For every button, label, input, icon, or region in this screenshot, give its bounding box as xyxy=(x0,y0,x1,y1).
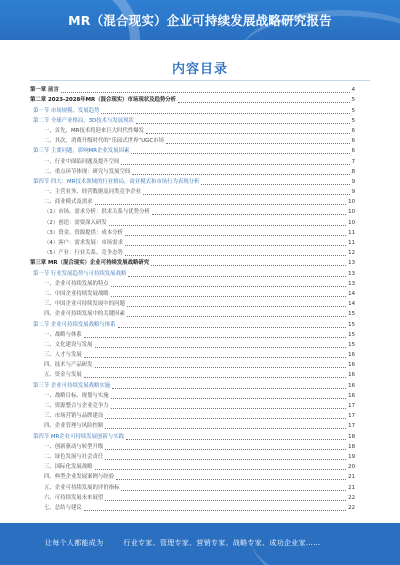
toc-entry[interactable] xyxy=(30,370,355,380)
toc-entry-label: 第四节 四大：MR技术领域的行业格局，商业模式和市场行为表现分析 xyxy=(33,178,200,185)
toc-entry-label: （4）客户：需求发展：市场需求 xyxy=(44,240,123,246)
toc-entry[interactable] xyxy=(30,380,355,390)
toc-entry[interactable] xyxy=(30,391,355,401)
toc-entry[interactable] xyxy=(30,146,355,156)
toc-entry-label: 一、主营业务、经营数据及同类竞争企业 xyxy=(44,189,142,196)
toc-entry-label: 一、企业可持续发展的特点 xyxy=(44,280,109,287)
toc-entry-page: 18 xyxy=(348,433,355,440)
toc-entry[interactable] xyxy=(30,238,355,248)
toc-entry-page: 5 xyxy=(351,117,355,124)
toc-entry-label: 第四节 MR企业可持续发展创新与实践 xyxy=(33,433,124,440)
toc-leader-dots xyxy=(151,264,346,266)
toc-entry-page: 16 xyxy=(348,352,355,359)
toc-entry-label: 一、创新驱动与转型升级 xyxy=(44,443,104,450)
toc-entry[interactable] xyxy=(30,330,355,340)
toc-entry-label: 二、商业模式及需求 xyxy=(44,199,93,206)
toc-leader-dots xyxy=(112,387,346,389)
divider xyxy=(30,80,370,81)
toc-entry-page: 15 xyxy=(348,341,355,348)
toc-leader-dots xyxy=(125,244,346,246)
toc-leader-dots xyxy=(95,468,347,470)
toc-entry[interactable] xyxy=(30,187,355,197)
toc-entry[interactable] xyxy=(30,116,355,126)
toc-leader-dots xyxy=(116,478,346,480)
toc-entry[interactable] xyxy=(30,177,355,187)
toc-entry-page: 7 xyxy=(351,158,355,165)
toc-entry[interactable] xyxy=(30,207,355,217)
toc-entry-label: 第三节 企业可持续发展战略实施 xyxy=(33,382,111,389)
toc-leader-dots xyxy=(178,101,350,103)
toc-entry-page: 22 xyxy=(348,504,355,511)
toc-entry[interactable] xyxy=(30,85,355,95)
toc-entry-page: 13 xyxy=(348,260,355,267)
toc-leader-dots xyxy=(101,112,349,114)
toc-entry-page: 5 xyxy=(351,97,355,104)
toc-entry-page: 21 xyxy=(348,484,355,491)
toc-entry[interactable] xyxy=(30,228,355,238)
toc-entry-page: 13 xyxy=(348,280,355,287)
toc-entry[interactable] xyxy=(30,421,355,431)
toc-entry[interactable] xyxy=(30,482,355,492)
toc-entry-label: 四、典型企业发展案例与经验 xyxy=(44,474,115,481)
toc-entry-page: 11 xyxy=(348,240,355,246)
toc-entry[interactable] xyxy=(30,95,355,105)
toc-entry[interactable] xyxy=(30,340,355,350)
toc-leader-dots xyxy=(121,163,349,165)
toc-leader-dots xyxy=(84,336,346,338)
toc-entry[interactable] xyxy=(30,105,355,115)
toc-entry-page: 15 xyxy=(348,321,355,328)
toc-entry-label: 第三节 主要问题，影响MR企业发展因素 xyxy=(33,148,130,155)
toc-entry-label: 三、人才与发展 xyxy=(44,352,82,359)
toc-entry[interactable] xyxy=(30,299,355,309)
toc-leader-dots xyxy=(166,142,350,144)
toc-entry[interactable] xyxy=(30,156,355,166)
toc-leader-dots xyxy=(127,315,346,317)
toc-leader-dots xyxy=(95,346,347,348)
footer-slogan xyxy=(45,538,321,548)
toc-entry-page: 21 xyxy=(348,474,355,481)
toc-entry-label: 一、首先，MR技术将迎来巨大时代性爆发 xyxy=(44,127,145,134)
toc-entry[interactable] xyxy=(30,258,355,268)
toc-entry[interactable] xyxy=(30,126,355,136)
toc-entry[interactable] xyxy=(30,472,355,482)
toc-leader-dots xyxy=(84,509,346,511)
toc-entry-page: 11 xyxy=(348,229,355,236)
toc-entry-label: 第二章 2023-2028年MR（混合现实）市场现状及趋势分析 xyxy=(30,97,177,104)
toc-entry-label: 三、市场营销与品牌建设 xyxy=(44,413,104,420)
toc-entry[interactable] xyxy=(30,411,355,421)
toc-entry-page: 17 xyxy=(348,413,355,420)
toc-entry-page: 8 xyxy=(351,168,355,175)
toc-entry-page: 18 xyxy=(348,443,355,450)
toc-leader-dots xyxy=(126,438,346,440)
toc-entry-page: 9 xyxy=(351,189,355,196)
toc-leader-dots xyxy=(111,285,346,287)
toc-entry-label: 三、国际化发展战略 xyxy=(44,464,93,471)
toc-entry-page: 6 xyxy=(351,138,355,145)
toc-leader-dots xyxy=(128,275,346,277)
report-title: MR（混合现实）企业可持续发展战略研究报告 xyxy=(68,13,332,28)
toc-entry-page: 16 xyxy=(348,362,355,369)
toc-entry[interactable] xyxy=(30,401,355,411)
toc-leader-dots xyxy=(95,366,347,368)
toc-entry-label: 六、可持续发展未来展望 xyxy=(44,494,104,501)
toc-entry-label: 第一章 前言 xyxy=(30,87,59,94)
toc-leader-dots xyxy=(109,224,346,226)
toc-entry-label: 一、战略目标、规划与实施 xyxy=(44,392,109,399)
footer-banner xyxy=(0,523,400,565)
header-banner xyxy=(0,0,400,40)
toc-entry-page: 6 xyxy=(351,148,355,155)
toc-entry-label: 二、文化建设与发展 xyxy=(44,341,93,348)
toc-leader-dots xyxy=(146,132,350,134)
toc-entry[interactable] xyxy=(30,360,355,370)
toc-leader-dots xyxy=(105,417,346,419)
toc-entry-page: 13 xyxy=(348,270,355,277)
table-of-contents xyxy=(30,85,355,513)
toc-entry-page: 4 xyxy=(351,87,355,94)
toc-entry[interactable] xyxy=(30,493,355,503)
toc-leader-dots xyxy=(105,427,346,429)
toc-entry-page: 17 xyxy=(348,423,355,430)
toc-leader-dots xyxy=(111,397,346,399)
toc-entry-label: 二、中国企业持续发展战略 xyxy=(44,290,109,297)
toc-entry-page: 6 xyxy=(351,127,355,134)
toc-entry-label: 二、其次，消费升级时代的“乐园式世界”UGC市场 xyxy=(44,138,164,145)
toc-entry-label: 二、重点环节体现：研究与发展空间 xyxy=(44,168,131,175)
toc-entry-label: 四、技术与产品研发 xyxy=(44,362,93,369)
toc-entry-label: （3）资金、资源提供：成本分析 xyxy=(44,229,123,236)
toc-entry-page: 20 xyxy=(348,464,355,471)
toc-entry-label: 第二节 全球产业格局、3D技术与发展现状 xyxy=(33,117,134,124)
toc-entry-page: 14 xyxy=(348,290,355,297)
toc-leader-dots xyxy=(201,183,349,185)
toc-entry[interactable] xyxy=(30,503,355,513)
toc-leader-dots xyxy=(84,356,346,358)
toc-leader-dots xyxy=(118,326,347,328)
toc-entry[interactable] xyxy=(30,431,355,441)
toc-entry-label: （5）产业：行业关系、竞争态势 xyxy=(44,250,123,257)
toc-entry-page: 19 xyxy=(348,453,355,460)
toc-entry[interactable] xyxy=(30,268,355,278)
toc-entry-label: （1）市场、需求分析：供求关系与优势分析 xyxy=(44,209,150,216)
toc-entry-page: 9 xyxy=(351,178,355,185)
toc-entry[interactable] xyxy=(30,167,355,177)
toc-entry-page: 15 xyxy=(348,331,355,338)
toc-entry[interactable] xyxy=(30,217,355,227)
toc-entry[interactable] xyxy=(30,136,355,146)
toc-leader-dots xyxy=(105,458,346,460)
toc-entry-label: 四、企业可持续发展中的关键因素 xyxy=(44,311,125,318)
toc-entry-page: 10 xyxy=(348,199,355,206)
toc-leader-dots xyxy=(111,295,346,297)
toc-leader-dots xyxy=(61,91,350,93)
toc-entry-label: 第二节 企业可持续发展战略与体系 xyxy=(33,321,116,328)
toc-entry-page: 16 xyxy=(348,392,355,399)
toc-entry-page: 22 xyxy=(348,494,355,501)
toc-leader-dots xyxy=(152,213,346,215)
toc-leader-dots xyxy=(143,193,350,195)
toc-entry[interactable] xyxy=(30,452,355,462)
toc-entry[interactable] xyxy=(30,350,355,360)
toc-leader-dots xyxy=(121,489,346,491)
toc-entry[interactable] xyxy=(30,197,355,207)
toc-entry-label: 一、战略与体系 xyxy=(44,331,82,338)
toc-entry-label: 一、行业中面临问题及提升空间 xyxy=(44,158,120,165)
toc-entry-label: 第一节 行业发展趋势与可持续发展战略 xyxy=(33,270,127,277)
toc-entry-label: 七、总结与建议 xyxy=(44,504,82,511)
toc-entry-label: 第三章 MR（混合现实）企业可持续发展战略研究 xyxy=(30,260,150,267)
toc-entry-label: 五、企业可持续发展的评价指标 xyxy=(44,484,120,491)
toc-leader-dots xyxy=(125,254,346,256)
toc-entry-page: 10 xyxy=(348,209,355,216)
toc-entry-label: （2）创造：需要深入研发 xyxy=(44,219,107,226)
toc-leader-dots xyxy=(127,305,346,307)
footer-slogan-left: 让每个人都能成为 xyxy=(45,539,104,547)
toc-leader-dots xyxy=(105,499,346,501)
toc-entry[interactable] xyxy=(30,248,355,258)
toc-entry[interactable] xyxy=(30,462,355,472)
toc-leader-dots xyxy=(136,122,350,124)
toc-entry[interactable] xyxy=(30,309,355,319)
toc-entry-label: 三、中国企业可持续发展中的问题 xyxy=(44,301,125,308)
toc-entry-label: 二、资源整合与企业竞争力 xyxy=(44,403,109,409)
toc-entry-page: 14 xyxy=(348,301,355,308)
toc-entry-label: 第一节 市场规模、发展趋势 xyxy=(33,107,100,114)
toc-entry-page: 17 xyxy=(348,403,355,409)
footer-slogan-right: 行业专家、管理专家、营销专家、战略专家、成功企业家…… xyxy=(123,539,321,547)
toc-entry[interactable] xyxy=(30,279,355,289)
toc-entry[interactable] xyxy=(30,442,355,452)
toc-entry-page: 10 xyxy=(348,219,355,226)
toc-entry-label: 二、绿色发展与社会责任 xyxy=(44,453,104,460)
toc-heading: 内容目录 xyxy=(171,62,228,77)
toc-leader-dots xyxy=(131,152,349,154)
toc-entry-page: 15 xyxy=(348,311,355,318)
toc-entry-page: 12 xyxy=(348,250,355,257)
toc-entry-page: 16 xyxy=(348,382,355,389)
toc-leader-dots xyxy=(125,234,346,236)
toc-entry-page: 5 xyxy=(351,107,355,114)
toc-entry[interactable] xyxy=(30,289,355,299)
toc-leader-dots xyxy=(111,407,346,409)
toc-leader-dots xyxy=(84,376,346,378)
toc-entry-label: 五、资金与发展 xyxy=(44,372,82,379)
toc-entry-label: 四、企业管理与风险控制 xyxy=(44,423,104,430)
toc-leader-dots xyxy=(132,173,349,175)
toc-entry[interactable] xyxy=(30,319,355,329)
toc-leader-dots xyxy=(105,448,346,450)
toc-entry-page: 16 xyxy=(348,372,355,379)
toc-leader-dots xyxy=(95,203,347,205)
